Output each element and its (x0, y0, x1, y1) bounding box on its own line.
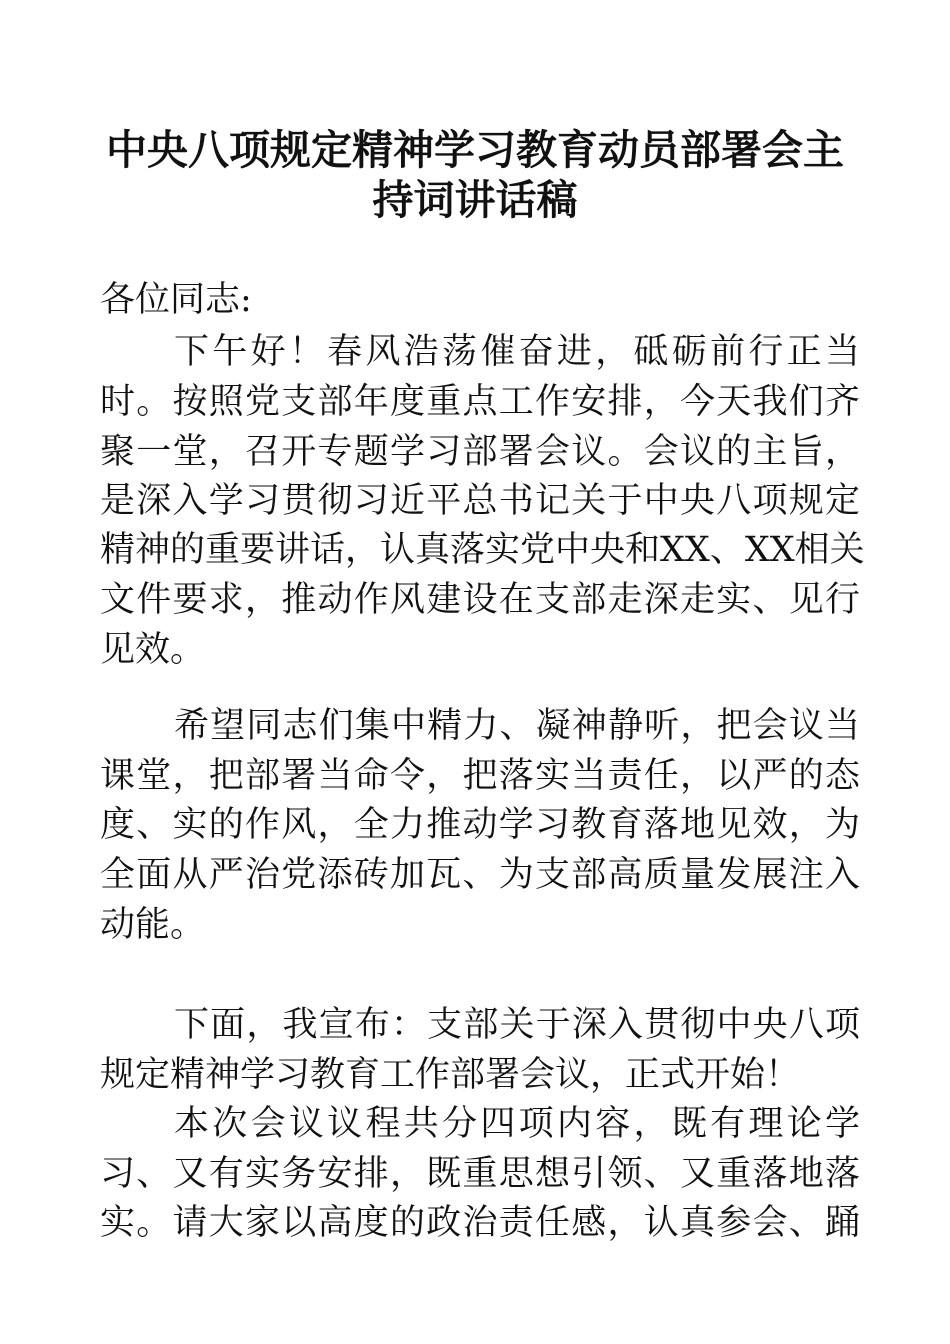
paragraph-1-line-2: 时。按照党支部年度重点工作安排，今天我们齐 (100, 382, 860, 422)
paragraph-2-line-2: 课堂，把部署当命令，把落实当责任，以严的态 (100, 756, 860, 796)
paragraph-1-line-5: 精神的重要讲话，认真落实党中央和XX、XX相关 (100, 530, 865, 570)
greeting: 各位同志: (100, 280, 252, 320)
paragraph-4-line-1: 本次会议议程共分四项内容，既有理论学 (174, 1104, 860, 1144)
paragraph-2-line-1: 希望同志们集中精力、凝神静听，把会议当 (174, 706, 860, 746)
paragraph-2-line-3: 度、实的作风，全力推动学习教育落地见效，为 (100, 805, 860, 845)
paragraph-4-line-3: 实。请大家以高度的政治责任感，认真参会、踊 (100, 1203, 860, 1243)
document-title-line-2: 持词讲话稿 (372, 176, 578, 224)
paragraph-4-line-2: 习、又有实务安排，既重思想引领、又重落地落 (100, 1154, 860, 1194)
paragraph-3-line-2: 规定精神学习教育工作部署会议，正式开始！ (100, 1055, 801, 1095)
paragraph-1-line-1: 下午好！春风浩荡催奋进，砥砺前行正当 (174, 332, 860, 372)
paragraph-1-line-6: 文件要求，推动作风建设在支部走深走实、见行 (100, 580, 860, 620)
paragraph-1-line-4: 是深入学习贯彻习近平总书记关于中央八项规定 (100, 481, 860, 521)
paragraph-2-line-5: 动能。 (100, 905, 206, 945)
paragraph-1-line-7: 见效。 (100, 630, 206, 670)
paragraph-3-line-1: 下面，我宣布：支部关于深入贯彻中央八项 (174, 1005, 860, 1045)
document-title-line-1: 中央八项规定精神学习教育动员部署会主 (106, 126, 844, 174)
paragraph-1-line-3: 聚一堂，召开专题学习部署会议。会议的主旨， (100, 432, 860, 472)
paragraph-2-line-4: 全面从严治党添砖加瓦、为支部高质量发展注入 (100, 855, 860, 895)
